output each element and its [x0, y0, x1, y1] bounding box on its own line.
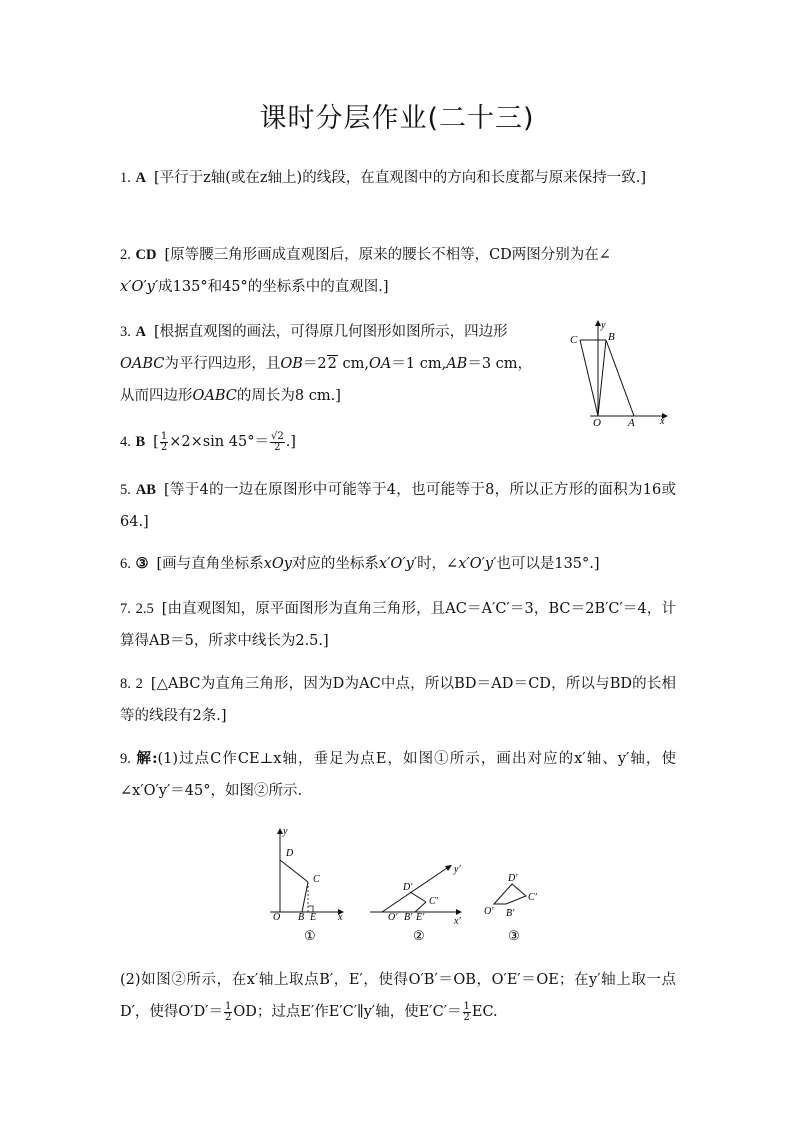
value: ＝1 cm, — [391, 356, 447, 372]
segment-label: AB — [446, 356, 468, 372]
answer-7 — [120, 593, 676, 657]
explanation: [由直观图知，原平面图形为直角三角形，且AC＝A′C′＝3，BC＝2B′C′＝4，计算得AB＝5，所求中线长为2.5.] — [120, 601, 676, 649]
explanation: 也可以是135°.] — [496, 556, 600, 572]
y-axis-label: y — [601, 320, 606, 331]
f3-caption: ③ — [508, 928, 520, 943]
explanation: [等于4的一边在原图形中可能等于4，也可能等于8，所以正方形的面积为16或64.] — [120, 482, 677, 530]
f2-o-label: O′ — [388, 912, 398, 923]
f2-d-label: D′ — [403, 882, 413, 893]
f1-caption: ① — [304, 928, 316, 943]
shape-label: OABC — [120, 356, 165, 372]
explanation: (1)过点C作CE⊥x轴，垂足为点E，如图①所示，画出对应的x′轴、y′轴，使∠x′O′y′＝45°，如图②所示. — [120, 751, 676, 799]
f3-b-label: B′ — [506, 908, 515, 919]
f2-e-label: E′ — [416, 912, 425, 923]
answer-1 — [120, 162, 676, 194]
answer-4 — [120, 426, 676, 458]
explanation: 从而四边形 — [120, 388, 193, 404]
point-b-label: B — [608, 331, 615, 343]
coordinate-label: x′O′y′ — [378, 556, 418, 572]
f2-b-label: B′ — [404, 912, 413, 923]
f1-d-label: D — [286, 848, 294, 859]
question-number: 8. — [120, 676, 131, 692]
explanation: [根据直观图的画法，可得原几何图形如图所示，四边形 — [153, 324, 508, 340]
answer-2 — [120, 239, 676, 303]
figure-2 — [370, 864, 462, 943]
sqrt-value: 2 — [327, 356, 337, 372]
answer-value: 2 — [135, 676, 143, 692]
answer-8 — [120, 668, 676, 732]
solution-label: 解: — [136, 750, 158, 767]
answer-3 — [120, 316, 560, 412]
answer-6 — [120, 548, 676, 580]
f2-y-label: y′ — [454, 864, 461, 875]
f1-e-label: E — [310, 912, 317, 923]
coordinate-label: x′O′y′ — [458, 556, 497, 572]
question-number: 2. — [120, 247, 131, 263]
answer-9-part-2 — [120, 964, 676, 1028]
value: ＝3 cm， — [467, 356, 533, 372]
explanation: 时，∠ — [417, 556, 459, 572]
f1-b-label: B — [298, 912, 305, 923]
segment-label: OB — [280, 356, 303, 372]
answer-choice: A — [135, 170, 146, 186]
explanation: 对应的坐标系 — [291, 556, 379, 572]
question-number: 5. — [120, 482, 131, 498]
explanation: (2)如图②所示，在x′轴上取点B′，E′，使得O′B′＝OB，O′E′＝OE；在y′轴上取一点D′，使得O′D′＝ — [120, 972, 676, 1020]
question-number: 9. — [120, 751, 131, 767]
explanation: [△ABC为直角三角形，因为D为AC中点，所以BD＝AD＝CD，所以与BD的长相等的线段有2条.] — [120, 676, 677, 724]
explanation: [画与直角坐标系 — [156, 556, 264, 572]
figure-1 — [270, 826, 344, 943]
answer-value: 2.5 — [135, 601, 154, 617]
point-o-label: O — [593, 417, 601, 429]
answer-9-part-1 — [120, 743, 676, 807]
coordinate-label: x′O′y′ — [120, 279, 159, 295]
bracket: [ — [153, 434, 159, 450]
unit: cm, — [337, 356, 369, 372]
explanation: OD；过点E′作E′C′∥y′轴，使E′C′＝ — [233, 1004, 462, 1020]
answer-5 — [120, 474, 676, 538]
fraction-half: $\frac{1}{2}$ — [225, 1000, 232, 1023]
fraction-half: $\frac{1}{2}$ — [463, 1000, 470, 1023]
f2-c-label: C′ — [429, 896, 438, 907]
explanation: 成135°和45°的坐标系中的直观图.] — [158, 279, 389, 295]
f2-caption: ② — [413, 928, 425, 943]
explanation: EC. — [471, 1004, 498, 1020]
f3-o-label: O′ — [484, 906, 494, 917]
figures-row — [250, 820, 560, 950]
answer-choice: ③ — [135, 556, 149, 572]
point-a-label: A — [628, 417, 635, 429]
explanation: [原等腰三角形画成直观图后，原来的腰长不相等，CD两图分别为在∠ — [164, 247, 611, 263]
f1-c-label: C — [313, 874, 320, 885]
bracket: .] — [285, 434, 296, 450]
f3-c-label: C′ — [528, 892, 537, 903]
explanation: [平行于z轴(或在z轴上)的线段，在直观图中的方向和长度都与原来保持一致.] — [153, 170, 646, 186]
segment-label: OA — [369, 356, 392, 372]
x-axis-label: x — [660, 416, 665, 427]
question-number: 6. — [120, 556, 131, 572]
fraction-half: $\frac{1}{2}$ — [160, 430, 168, 453]
answer-choice: A — [135, 324, 146, 340]
fraction-sqrt2-over-2: $\frac{√2}{2}$ — [270, 430, 284, 453]
answer-choice: CD — [135, 247, 157, 263]
f1-y-label: y — [283, 826, 288, 837]
parallelogram-figure — [562, 316, 672, 432]
answer-choice: AB — [135, 482, 156, 498]
figure-3 — [484, 873, 538, 943]
expression: ×2×sin 45°＝ — [169, 434, 269, 450]
shape-label: OABC — [192, 388, 237, 404]
point-c-label: C — [570, 334, 578, 346]
explanation: 的周长为8 cm.] — [236, 388, 341, 404]
question-number: 4. — [120, 434, 131, 450]
value: ＝2 — [302, 356, 327, 372]
page-title: 课时分层作业(二十三) — [259, 103, 535, 134]
explanation: 为平行四边形，且 — [164, 356, 281, 372]
f2-x-label: x′ — [454, 916, 461, 927]
question-number: 1. — [120, 170, 131, 186]
f1-x-label: x — [338, 912, 343, 923]
question-number: 3. — [120, 324, 131, 340]
f3-d-label: D′ — [508, 873, 518, 884]
question-number: 7. — [120, 601, 131, 617]
coordinate-label: xOy — [263, 556, 292, 572]
f1-o-label: O — [273, 912, 281, 923]
answer-choice: B — [135, 434, 146, 450]
